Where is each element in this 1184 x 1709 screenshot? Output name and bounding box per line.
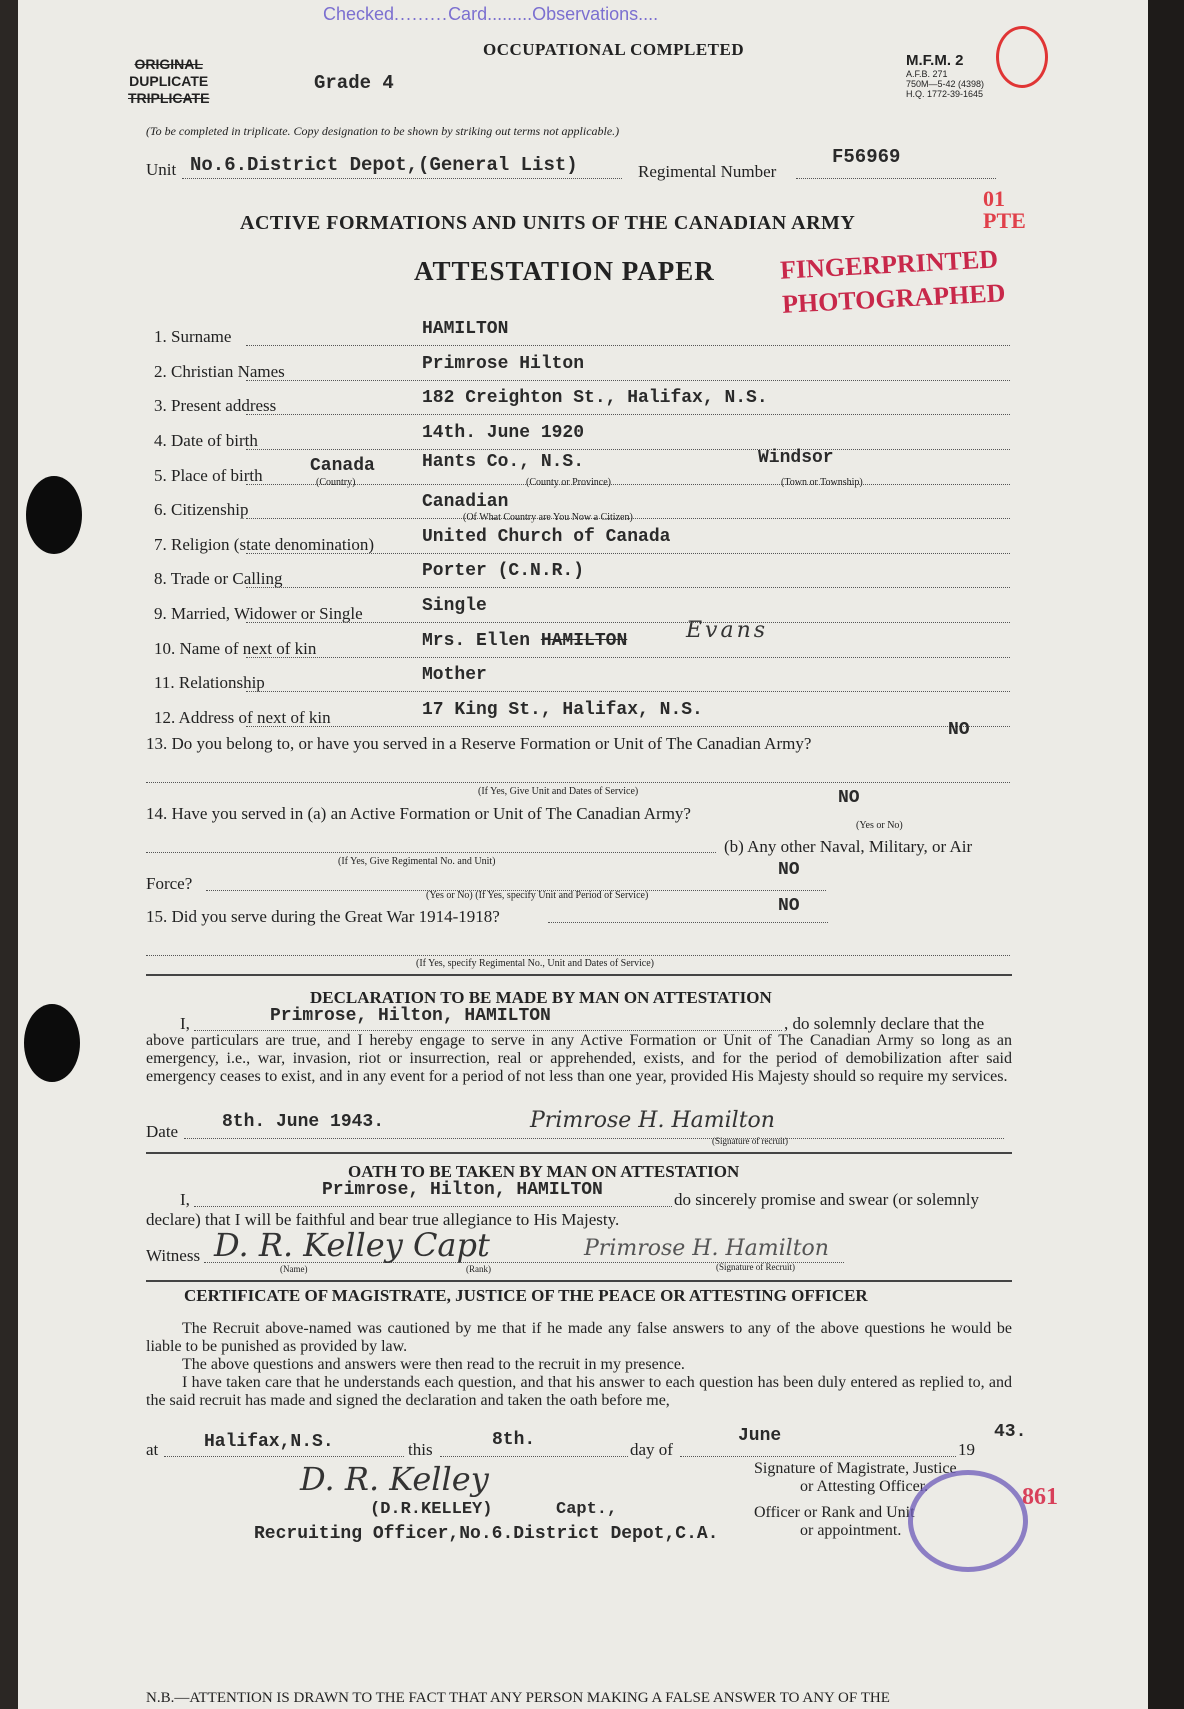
regimental-number-label: Regimental Number	[638, 162, 777, 181]
form-line-3: H.Q. 1772-39-1645	[906, 89, 984, 99]
witness-rank-caption: (Rank)	[466, 1264, 491, 1274]
brace-line-2: or Attesting Officer.	[800, 1478, 929, 1495]
witness-signature: D. R. Kelley Capt	[214, 1226, 490, 1264]
field-value: 182 Creighton St., Halifax, N.S.	[422, 388, 768, 408]
next-of-kin-handwritten: Evans	[686, 618, 769, 643]
q15-caption: (If Yes, specify Regimental No., Unit and Dates of Service)	[416, 958, 654, 969]
q14b-caption: (If Yes, Give Regimental No. and Unit)	[338, 856, 496, 867]
regimental-number-value: F56969	[832, 146, 901, 168]
certificate-para-1: The Recruit above-named was cautioned by me that if he made any false answers to any of the above questions he would be liable to be punished as provided by law.	[146, 1320, 1012, 1355]
form-line-2: 750M—5-42 (4398)	[906, 79, 985, 89]
red-circle-mark	[996, 26, 1048, 88]
birth-county: Hants Co., N.S.	[422, 452, 585, 472]
field-label: 2. Christian Names	[154, 362, 285, 381]
this-label: this	[408, 1440, 433, 1459]
q14b-force-caption: (Yes or No) (If Yes, specify Unit and Period of Service)	[426, 890, 649, 901]
oath-title: OATH TO BE TAKEN BY MAN ON ATTESTATION	[348, 1162, 740, 1181]
brace-line-3: Officer or Rank and Unit	[754, 1504, 915, 1521]
field-label: 8. Trade or Calling	[154, 569, 283, 588]
field-value: Mrs. Ellen HAMILTON	[422, 631, 628, 651]
field-value: Canadian	[422, 492, 509, 512]
field-label: 12. Address of next of kin	[154, 708, 331, 727]
birth-town: Windsor	[758, 448, 834, 468]
punch-hole-top	[26, 476, 82, 554]
declaration-title: DECLARATION TO BE MADE BY MAN ON ATTESTATION	[310, 988, 772, 1007]
stamp-number: 861	[1022, 1484, 1058, 1510]
grade-label: Grade 4	[314, 72, 394, 94]
q14a-caption: (Yes or No)	[856, 820, 903, 831]
oath-name: Primrose, Hilton, HAMILTON	[322, 1180, 603, 1200]
birth-town-caption: (Town or Township)	[781, 477, 863, 488]
day-value: 8th.	[492, 1430, 536, 1450]
oath-i: I,	[180, 1190, 190, 1209]
oath-declare: declare) that I will be faithful and bear true allegiance to His Majesty.	[146, 1210, 620, 1229]
field-label: 1. Surname	[154, 327, 232, 346]
army-title: ACTIVE FORMATIONS AND UNITS OF THE CANADIAN ARMY	[240, 212, 856, 234]
brace-line-4: or appointment.	[800, 1522, 902, 1539]
punch-hole-bottom	[24, 1004, 80, 1082]
declaration-date: 8th. June 1943.	[222, 1112, 385, 1132]
checked-label: Checked	[323, 4, 395, 24]
observations-label: Observations	[532, 4, 639, 24]
form-line-1: A.F.B. 271	[906, 69, 948, 79]
occupational-stamp: OCCUPATIONAL COMPLETED	[483, 40, 745, 59]
oath-promise: do sincerely promise and swear (or solemnly	[674, 1190, 979, 1209]
purple-stamp	[908, 1470, 1028, 1572]
certificate-para-3: I have taken care that he understands each question, and that his answer to each question has been duly entered as replied to, and the said recruit has made and signed the declaration and taken the oath before me,	[146, 1374, 1012, 1409]
certificate-body	[146, 1320, 1012, 1410]
month-value: June	[738, 1426, 782, 1446]
declaration-i: I,	[180, 1014, 190, 1033]
scan-edge	[1148, 0, 1184, 1709]
declaration-date-label: Date	[146, 1122, 179, 1141]
rank-annotation	[983, 188, 1026, 232]
declaration-body: above particulars are true, and I hereby engage to serve in any Active Formation or Unit of The Canadian Army so long as an emergency, i.e., war, invasion, riot or insurrection, real or apprehended, exists, and for the period of demobilization after said emergency ceases to exist, and in any event for a period of not less than one year, provided His Majesty should so require my services.	[146, 1032, 1012, 1085]
declaration-declare: , do solemnly declare that the	[784, 1014, 985, 1033]
triplicate-label: TRIPLICATE	[128, 90, 210, 106]
duplicate-label: DUPLICATE	[129, 73, 209, 89]
field-value: Primrose Hilton	[422, 354, 585, 374]
field-value: 14th. June 1920	[422, 423, 585, 443]
attestation-paper	[18, 0, 1148, 1709]
field-label: 7. Religion (state denomination)	[154, 535, 375, 554]
field-label: 11. Relationship	[154, 673, 265, 692]
signature-caption-2: (Signature of Recruit)	[716, 1262, 795, 1272]
answer-15: NO	[778, 896, 800, 916]
at-label: at	[146, 1440, 159, 1459]
question-14b-force: Force?	[146, 874, 193, 893]
witness-label: Witness	[146, 1246, 201, 1265]
answer-13: NO	[948, 720, 970, 740]
recruit-signature-1: Primrose H. Hamilton	[530, 1108, 775, 1133]
certificate-title: CERTIFICATE OF MAGISTRATE, JUSTICE OF THE PEACE OR ATTESTING OFFICER	[184, 1286, 868, 1305]
recruit-signature-2: Primrose H. Hamilton	[584, 1236, 829, 1261]
photographed-stamp: PHOTOGRAPHED	[781, 278, 1007, 319]
field-label: 4. Date of birth	[154, 431, 258, 450]
declaration-name: Primrose, Hilton, HAMILTON	[270, 1006, 551, 1026]
rank-annot-2: PTE	[983, 208, 1026, 233]
field-value: 17 King St., Halifax, N.S.	[422, 700, 703, 720]
birth-county-caption: (County or Province)	[526, 477, 611, 488]
birth-country-caption: (Country)	[316, 477, 356, 488]
field-value: Single	[422, 596, 487, 616]
rank-annot-1: 01	[983, 186, 1005, 211]
unit-value: No.6.District Depot,(General List)	[190, 154, 578, 176]
question-15: 15. Did you serve during the Great War 1914-1918?	[146, 907, 500, 926]
answer-14a: NO	[838, 788, 860, 808]
question-13: 13. Do you belong to, or have you served in a Reserve Formation or Unit of The Canadian Army?	[146, 734, 812, 753]
form-number-text: M.F.M. 2	[906, 52, 964, 69]
fingerprinted-stamp: FINGERPRINTED	[779, 244, 999, 285]
field-value: Porter (C.N.R.)	[422, 561, 585, 581]
form-number	[906, 52, 984, 99]
answer-14b: NO	[778, 860, 800, 880]
nb-footer: N.B.—ATTENTION IS DRAWN TO THE FACT THAT ANY PERSON MAKING A FALSE ANSWER TO ANY OF THE	[146, 1690, 890, 1706]
field-label: 3. Present address	[154, 396, 277, 415]
at-place: Halifax,N.S.	[204, 1432, 334, 1452]
witness-name-caption: (Name)	[280, 1264, 308, 1274]
field-label: 9. Married, Widower or Single	[154, 604, 363, 623]
field-value: HAMILTON	[422, 319, 509, 339]
attestation-title: ATTESTATION PAPER	[414, 256, 715, 286]
checked-line: Checked.........Card.........Observations....	[323, 4, 659, 24]
field-label: 6. Citizenship	[154, 500, 249, 519]
unit-label: Unit	[146, 160, 177, 179]
original-label: ORIGINAL	[134, 56, 203, 72]
officer-signature: D. R. Kelley	[300, 1460, 489, 1498]
field-value: United Church of Canada	[422, 527, 671, 547]
officer-rank: Capt.,	[556, 1500, 618, 1519]
citizenship-caption: (Of What Country are You Now a Citizen)	[463, 512, 633, 523]
officer-name: (D.R.KELLEY)	[370, 1500, 493, 1519]
copy-designation	[128, 56, 209, 107]
field-label: 5. Place of birth	[154, 466, 263, 485]
certificate-para-2: The above questions and answers were then read to the recruit in my presence.	[182, 1356, 685, 1373]
triplicate-instruction: (To be completed in triplicate. Copy designation to be shown by striking out terms not applicable.)	[146, 124, 620, 138]
year-prefix: 19	[958, 1440, 975, 1459]
year-suffix: 43.	[994, 1422, 1027, 1442]
field-label: 10. Name of next of kin	[154, 639, 317, 658]
question-14b: (b) Any other Naval, Military, or Air	[724, 837, 973, 856]
card-label: Card	[448, 4, 488, 24]
birth-country: Canada	[310, 456, 375, 476]
brace-line-1: Signature of Magistrate, Justice	[754, 1460, 957, 1477]
question-14a: 14. Have you served in (a) an Active Formation or Unit of The Canadian Army?	[146, 804, 691, 823]
day-of-label: day of	[630, 1440, 673, 1459]
officer-appointment: Recruiting Officer,No.6.District Depot,C.A.	[254, 1524, 719, 1544]
field-value: Mother	[422, 665, 487, 685]
signature-caption-1: (Signature of recruit)	[712, 1136, 788, 1146]
q13-caption: (If Yes, Give Unit and Dates of Service)	[478, 786, 639, 797]
